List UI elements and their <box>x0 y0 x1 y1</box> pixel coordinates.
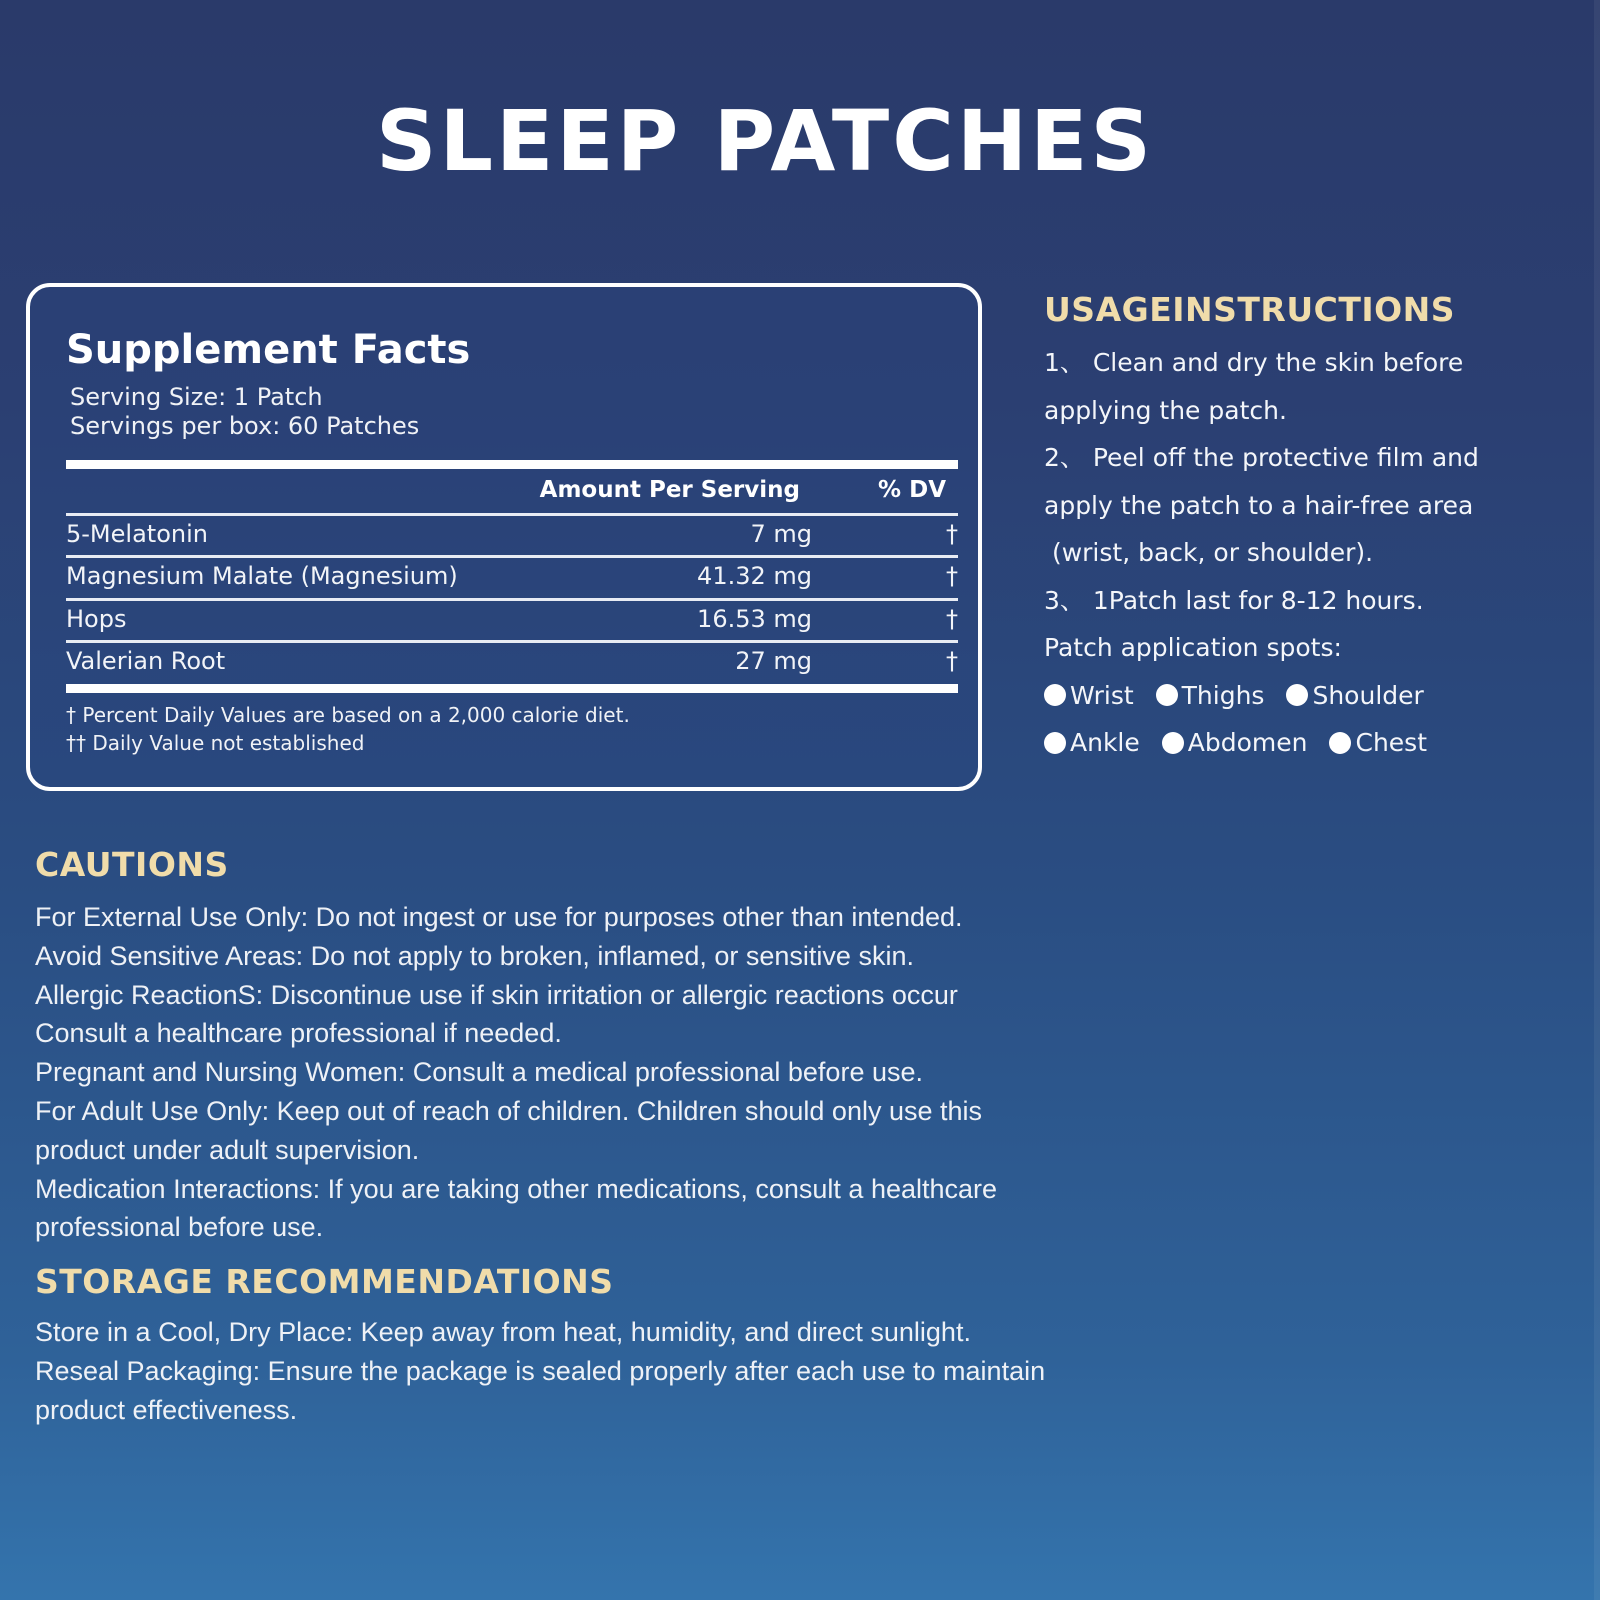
footnote-dv: † Percent Daily Values are based on a 2,000 calorie diet. <box>66 703 630 727</box>
application-spots-row <box>1044 719 1584 767</box>
ingredient-name: Magnesium Malate (Magnesium) <box>66 562 458 590</box>
column-header-dv: % DV <box>878 477 946 503</box>
spot-label: Abdomen <box>1187 728 1308 757</box>
usage-line: applying the patch. <box>1044 395 1287 425</box>
caution-line: Avoid Sensitive Areas: Do not apply to broken, inflamed, or sensitive skin. <box>35 940 914 971</box>
bullet-dot-icon <box>1044 684 1066 706</box>
usage-line: apply the patch to a hair-free area <box>1044 490 1474 520</box>
ingredient-name: Hops <box>66 605 127 633</box>
spot-label: Thighs <box>1181 680 1265 710</box>
caution-line: Pregnant and Nursing Women: Consult a medical professional before use. <box>35 1057 923 1088</box>
usage-line: (wrist, back, or shoulder). <box>1044 538 1374 567</box>
caution-line: Allergic ReactionS: Discontinue use if skin irritation or allergic reactions occur <box>35 979 958 1010</box>
bullet-dot-icon <box>1162 732 1184 754</box>
caution-line: Consult a healthcare professional if needed. <box>35 1018 562 1049</box>
ingredient-dv: † <box>946 520 958 548</box>
ingredient-name: 5-Melatonin <box>66 520 208 548</box>
bullet-dot-icon <box>1156 684 1178 706</box>
spot-label: Ankle <box>1070 728 1140 757</box>
storage-line: Reseal Packaging: Ensure the package is sealed properly after each use to maintain <box>35 1355 1046 1386</box>
cautions-heading: CAUTIONS <box>35 845 229 884</box>
servings-per-box: Servings per box: 60 Patches <box>70 412 420 440</box>
ingredient-amount: 7 mg <box>750 520 812 548</box>
spot-item <box>1156 672 1265 720</box>
caution-line: For Adult Use Only: Keep out of reach of children. Children should only use this <box>35 1095 983 1126</box>
storage-line: Store in a Cool, Dry Place: Keep away from heat, humidity, and direct sunlight. <box>35 1317 971 1347</box>
divider-thick <box>66 684 958 693</box>
ingredient-amount: 16.53 mg <box>697 605 812 633</box>
usage-line: 2、 Peel off the protective film and <box>1044 443 1479 472</box>
spot-label: Chest <box>1355 728 1427 757</box>
ingredient-amount: 41.32 mg <box>697 562 812 590</box>
spot-item <box>1044 719 1140 767</box>
cautions-section <box>35 845 1235 1247</box>
ingredient-dv: † <box>946 562 958 590</box>
right-edge-strip <box>1594 0 1600 1600</box>
bullet-dot-icon <box>1329 732 1351 754</box>
supplement-facts-heading: Supplement Facts <box>66 327 471 373</box>
caution-line: product under adult supervision. <box>35 1134 420 1165</box>
table-row <box>66 556 958 596</box>
divider-thick <box>66 460 958 469</box>
serving-size: Serving Size: 1 Patch <box>70 383 323 411</box>
ingredient-amount: 27 mg <box>735 647 812 675</box>
caution-line: For External Use Only: Do not ingest or use for purposes other than intended. <box>35 902 963 932</box>
table-row <box>66 641 958 681</box>
table-row <box>66 599 958 639</box>
column-header-amount: Amount Per Serving <box>539 477 800 503</box>
storage-line: product effectiveness. <box>35 1394 298 1425</box>
spot-label: Shoulder <box>1312 680 1424 710</box>
usage-instructions <box>1044 290 1584 767</box>
footnote-not-established: †† Daily Value not established <box>66 731 365 755</box>
spot-item <box>1044 672 1134 720</box>
page-title: SLEEP PATCHES <box>375 92 1155 190</box>
usage-line: 1、 Clean and dry the skin before <box>1044 348 1464 377</box>
spot-item <box>1162 719 1308 767</box>
caution-line: professional before use. <box>35 1212 324 1243</box>
ingredient-dv: † <box>946 605 958 633</box>
storage-section <box>35 1262 1235 1429</box>
spot-label: Wrist <box>1070 680 1134 710</box>
storage-heading: STORAGE RECOMMENDATIONS <box>35 1262 614 1301</box>
ingredient-name: Valerian Root <box>66 647 226 675</box>
bullet-dot-icon <box>1286 684 1308 706</box>
spot-item <box>1329 719 1427 767</box>
supplement-facts-panel <box>26 283 982 791</box>
ingredient-dv: † <box>946 647 958 675</box>
bullet-dot-icon <box>1044 732 1066 754</box>
usage-heading: USAGEINSTRUCTIONS <box>1044 290 1456 329</box>
spot-item <box>1286 672 1423 720</box>
usage-line: Patch application spots: <box>1044 633 1342 662</box>
application-spots-row <box>1044 672 1584 720</box>
usage-line: 3、 1Patch last for 8-12 hours. <box>1044 585 1424 615</box>
table-row <box>66 514 958 554</box>
caution-line: Medication Interactions: If you are taking other medications, consult a healthcare <box>35 1173 998 1204</box>
